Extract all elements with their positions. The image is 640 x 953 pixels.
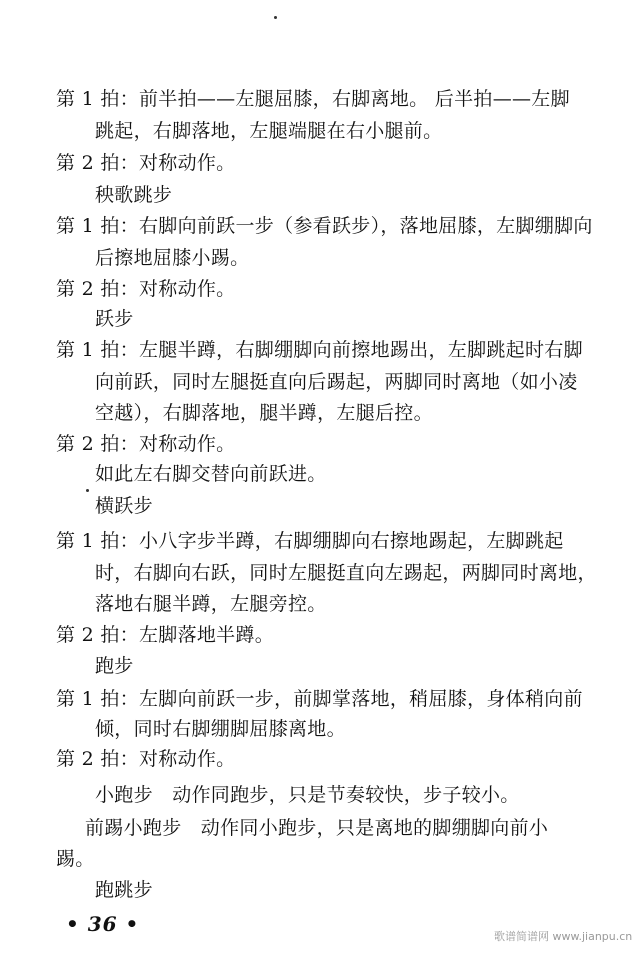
text-line-2: 跳起，右脚落地，左腿端腿在右小腿前。: [95, 120, 443, 142]
text-line-23: 小跑步 动作同跑步，只是节奏较快，步子较小。: [95, 784, 520, 806]
text-line-5: 第 1 拍：右脚向前跃一步（参看跃步），落地屈膝，左脚绷脚向: [56, 215, 593, 237]
text-line-17: 落地右腿半蹲，左腿旁控。: [95, 593, 327, 615]
text-line-13: 如此左右脚交替向前跃进。: [95, 463, 327, 485]
text-line-10: 向前跃，同时左腿挺直向后踢起，两脚同时离地（如小凌: [95, 371, 578, 393]
scan-speck: [86, 489, 89, 492]
section-heading-run-jump-step: 跑跳步: [95, 879, 153, 901]
text-line-15: 第 1 拍：小八字步半蹲，右脚绷脚向右擦地踢起，左脚跳起: [56, 530, 564, 552]
text-line-12: 第 2 拍：对称动作。: [56, 433, 236, 455]
text-line-24: 前踢小跑步 动作同小跑步，只是离地的脚绷脚向前小: [85, 817, 549, 839]
text-line-20: 第 1 拍：左脚向前跃一步，前脚掌落地，稍屈膝，身体稍向前: [56, 688, 583, 710]
text-line-1: 第 1 拍：前半拍——左腿屈膝，右脚离地。 后半拍——左脚: [56, 88, 570, 110]
scan-speck: [274, 16, 277, 19]
text-line-3: 第 2 拍：对称动作。: [56, 152, 236, 174]
watermark: 歌谱简谱网 www.jianpu.cn: [494, 930, 633, 943]
text-line-16: 时，右脚向右跃，同时左腿挺直向左踢起，两脚同时离地，: [95, 562, 597, 584]
text-line-18: 第 2 拍：左脚落地半蹲。: [56, 624, 275, 646]
text-line-21: 倾，同时右脚绷脚屈膝离地。: [95, 718, 346, 740]
text-line-6: 后擦地屈膝小踢。: [95, 247, 250, 269]
text-line-9: 第 1 拍：左腿半蹲，右脚绷脚向前擦地踢出，左脚跳起时右脚: [56, 339, 583, 361]
section-heading-yangge-jump-step: 秧歌跳步: [95, 184, 173, 206]
text-line-7: 第 2 拍：对称动作。: [56, 278, 236, 300]
section-heading-run-step: 跑步: [95, 655, 134, 677]
text-line-11: 空越），右脚落地，腿半蹲，左腿后控。: [95, 402, 433, 424]
page-number: • 36 •: [66, 912, 140, 936]
section-heading-leap-step: 跃步: [95, 308, 134, 330]
section-heading-side-leap-step: 横跃步: [95, 495, 153, 517]
text-line-22: 第 2 拍：对称动作。: [56, 748, 236, 770]
text-line-25: 踢。: [56, 848, 95, 870]
